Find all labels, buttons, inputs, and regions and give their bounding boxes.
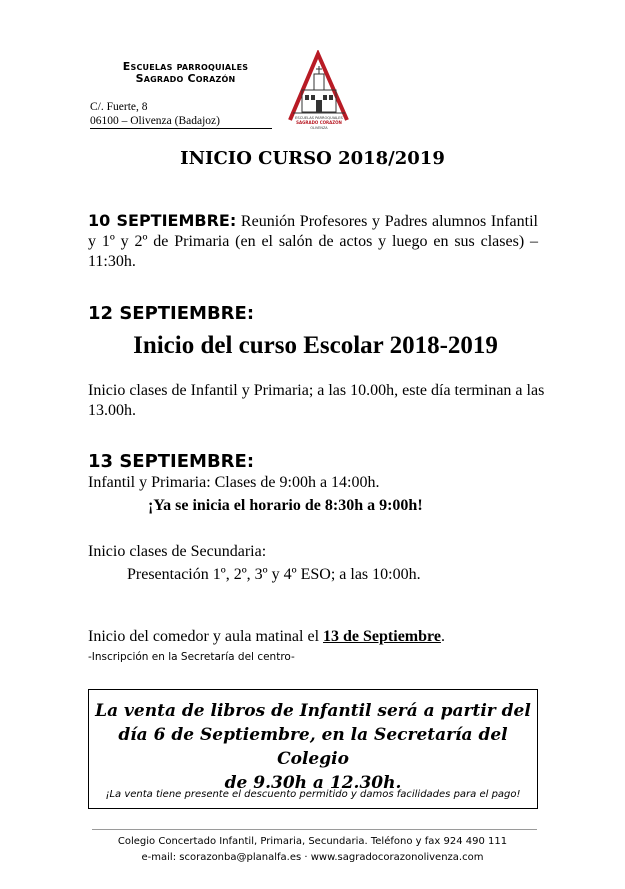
sep10-heading: 10 SEPTIEMBRE: bbox=[88, 211, 237, 230]
books-sale-line3: de 9.30h a 12.30h. bbox=[224, 773, 402, 793]
page-title: INICIO CURSO 2018/2019 bbox=[180, 148, 445, 169]
sep13-line3: Inicio clases de Secundaria: bbox=[88, 543, 267, 560]
school-address bbox=[90, 100, 272, 128]
footer-divider bbox=[92, 829, 537, 830]
sep13-line4: Presentación 1º, 2º, 3º y 4º ESO; a las 10:00h. bbox=[127, 566, 421, 583]
logo-text-1: ESCUELAS PARROQUIALES bbox=[295, 116, 343, 120]
sep12-subtitle: Inicio del curso Escolar 2018-2019 bbox=[133, 332, 498, 359]
sep13-heading: 13 SEPTIEMBRE: bbox=[88, 451, 255, 472]
footer-web: e-mail: scorazonba@planalfa.es · www.sagradocorazonolivenza.com bbox=[141, 852, 484, 863]
comedor-prefix: Inicio del comedor y aula matinal el bbox=[88, 628, 324, 645]
section-sep10 bbox=[88, 211, 538, 272]
comedor-suffix: . bbox=[440, 628, 445, 645]
school-logo-icon bbox=[285, 50, 355, 132]
books-sale-note: ¡La venta tiene presente el descuento permitido y damos facilidades para el pago! bbox=[105, 789, 521, 800]
sep12-text: Inicio clases de Infantil y Primaria; a las 10.00h, este día terminan a las 13.00h. bbox=[88, 382, 545, 419]
sep12-heading: 12 SEPTIEMBRE: bbox=[88, 303, 255, 324]
footer-contact: Colegio Concertado Infantil, Primaria, Secundaria. Teléfono y fax 924 490 111 bbox=[117, 836, 508, 847]
address-divider bbox=[90, 128, 272, 129]
sep10-text: Reunión Profesores y Padres alumnos Infantil y 1º y 2º de Primaria (en el salón de actos y luego en sus clases) – 11:30h. bbox=[88, 213, 538, 270]
sep13-line2: ¡Ya se inicia el horario de 8:30h a 9:00h! bbox=[148, 497, 423, 514]
school-name-line2: Sagrado Corazón bbox=[135, 72, 236, 85]
logo-text-3: OLIVENZA bbox=[310, 126, 328, 130]
school-name bbox=[98, 61, 273, 85]
sep13-line1: Infantil y Primaria: Clases de 9:00h a 14:00h. bbox=[88, 474, 380, 491]
books-sale-line1: La venta de libros de Infantil será a partir del bbox=[95, 701, 531, 721]
books-sale-line2: día 6 de Septiembre, en la Secretaría del Colegio bbox=[118, 725, 508, 769]
logo-text-2: SAGRADO CORAZÓN bbox=[296, 120, 342, 125]
books-sale-text bbox=[90, 699, 536, 795]
school-name-line1: Escuelas parroquiales bbox=[122, 60, 249, 73]
comedor-date: 13 de Septiembre bbox=[323, 628, 441, 645]
comedor-line bbox=[88, 627, 445, 647]
address-street: C/. Fuerte, 8 bbox=[90, 101, 148, 113]
address-city: 06100 – Olivenza (Badajoz) bbox=[90, 115, 220, 127]
inscripcion-note: -Inscripción en la Secretaría del centro- bbox=[88, 651, 295, 663]
